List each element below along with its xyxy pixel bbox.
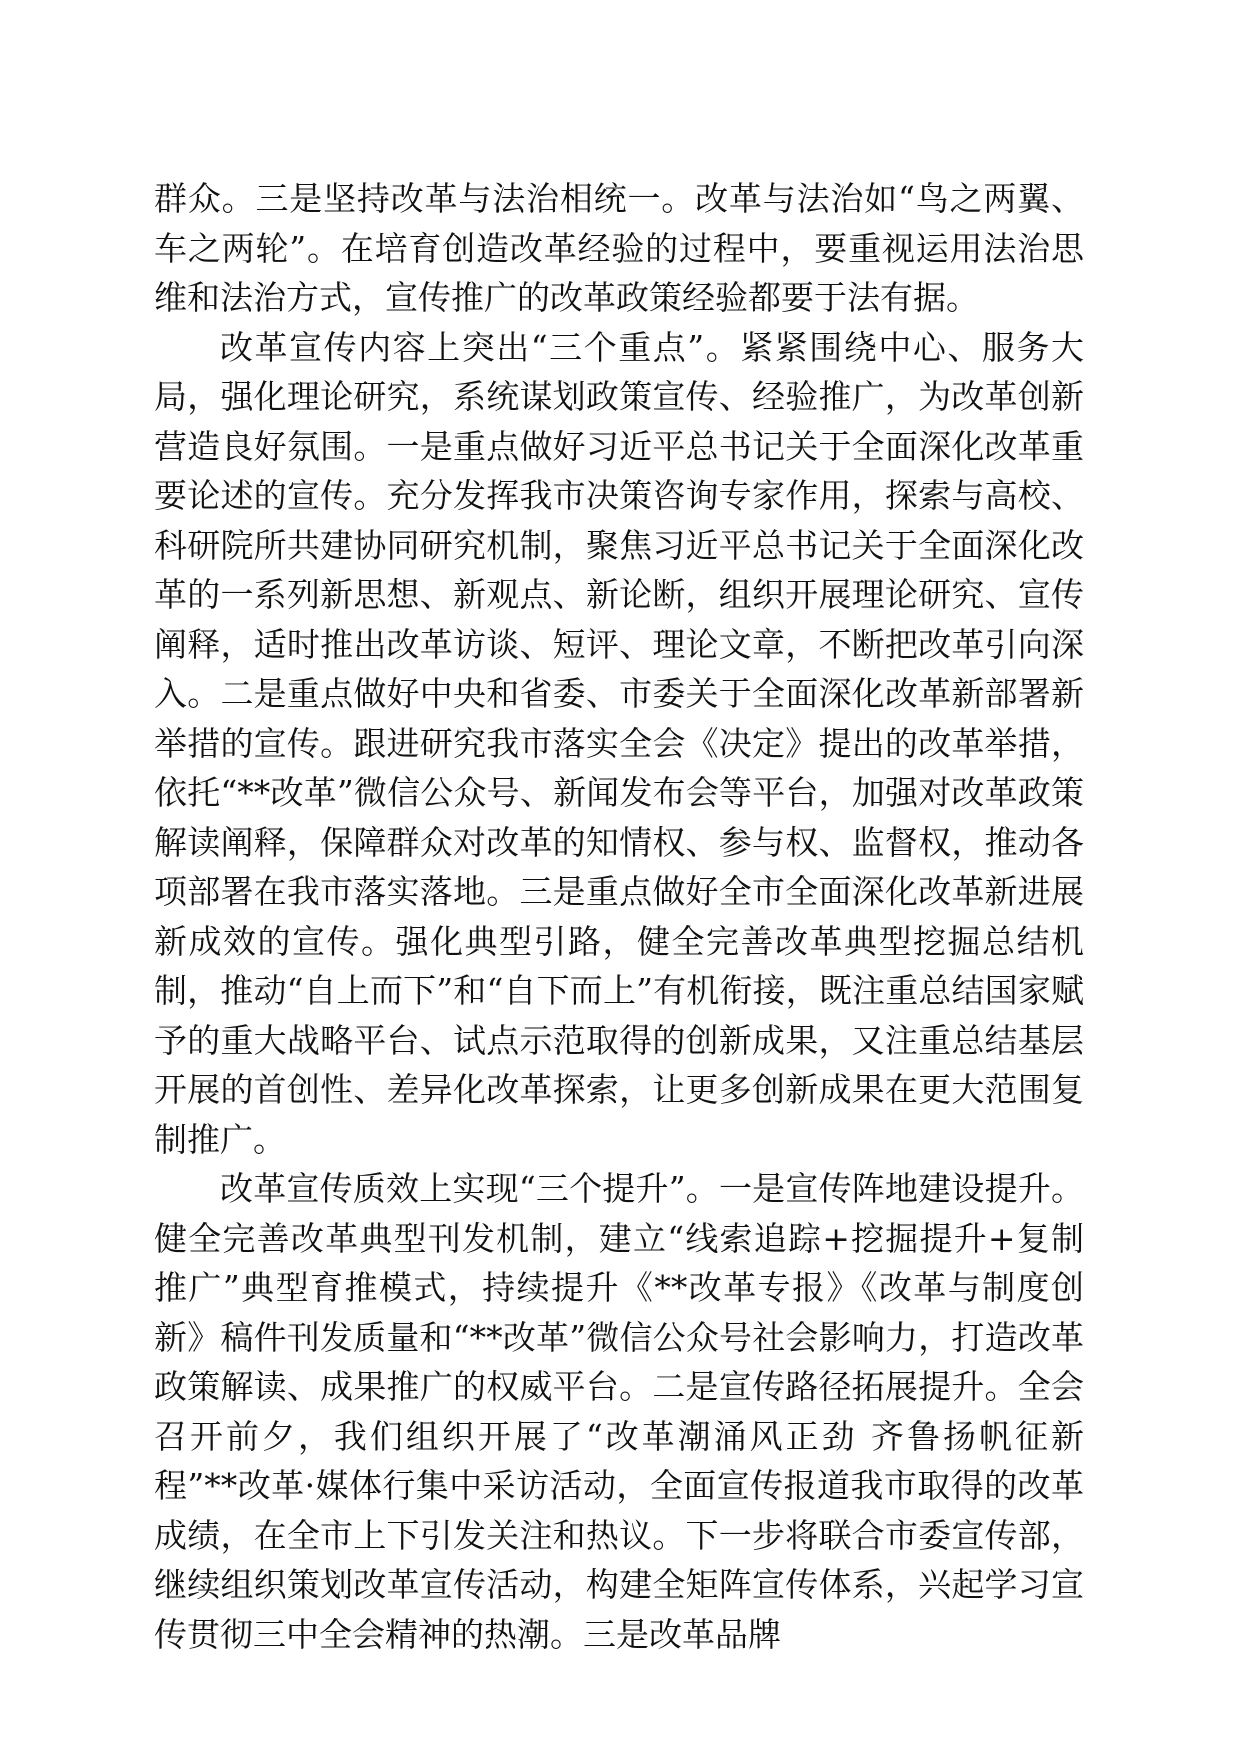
body-text: [154, 174, 1084, 1659]
paragraph-2: 改革宣传内容上突出“三个重点”。紧紧围绕中心、服务大局，强化理论研究，系统谋划政策宣传、经验推广，为改革创新营造良好氛围。一是重点做好习近平总书记关于全面深化改革重要论述的宣传。充分发挥我市决策咨询专家作用，探索与高校、科研院所共建协同研究机制，聚焦习近平总书记关于全面深化改革的一系列新思想、新观点、新论断，组织开展理论研究、宣传阐释，适时推出改革访谈、短评、理论文章，不断把改革引向深入。二是重点做好中央和省委、市委关于全面深化改革新部署新举措的宣传。跟进研究我市落实全会《决定》提出的改革举措，依托“**改革”微信公众号、新闻发布会等平台，加强对改革政策解读阐释，保障群众对改革的知情权、参与权、监督权，推动各项部署在我市落实落地。三是重点做好全市全面深化改革新进展新成效的宣传。强化典型引路，健全完善改革典型挖掘总结机制，推动“自上而下”和“自下而上”有机衔接，既注重总结国家赋予的重大战略平台、试点示范取得的创新成果，又注重总结基层开展的首创性、差异化改革探索，让更多创新成果在更大范围复制推广。: [154, 327, 1084, 1159]
paragraph-3: 改革宣传质效上实现“三个提升”。一是宣传阵地建设提升。健全完善改革典型刊发机制，建立“线索追踪+挖掘提升+复制推广”典型育推模式，持续提升《**改革专报》《改革与制度创新》稿件刊发质量和“**改革”微信公众号社会影响力，打造改革政策解读、成果推广的权威平台。二是宣传路径拓展提升。全会召开前夕，我们组织开展了“改革潮涌风正劲 齐鲁扬帆征新程”**改革·媒体行集中采访活动，全面宣传报道我市取得的改革成绩，在全市上下引发关注和热议。下一步将联合市委宣传部，继续组织策划改革宣传活动，构建全矩阵宣传体系，兴起学习宣传贯彻三中全会精神的热潮。三是改革品牌: [154, 1169, 1084, 1654]
paragraph-1: 群众。三是坚持改革与法治相统一。改革与法治如“鸟之两翼、车之两轮”。在培育创造改革经验的过程中，要重视运用法治思维和法治方式，宣传推广的改革政策经验都要于法有据。: [154, 179, 1084, 317]
